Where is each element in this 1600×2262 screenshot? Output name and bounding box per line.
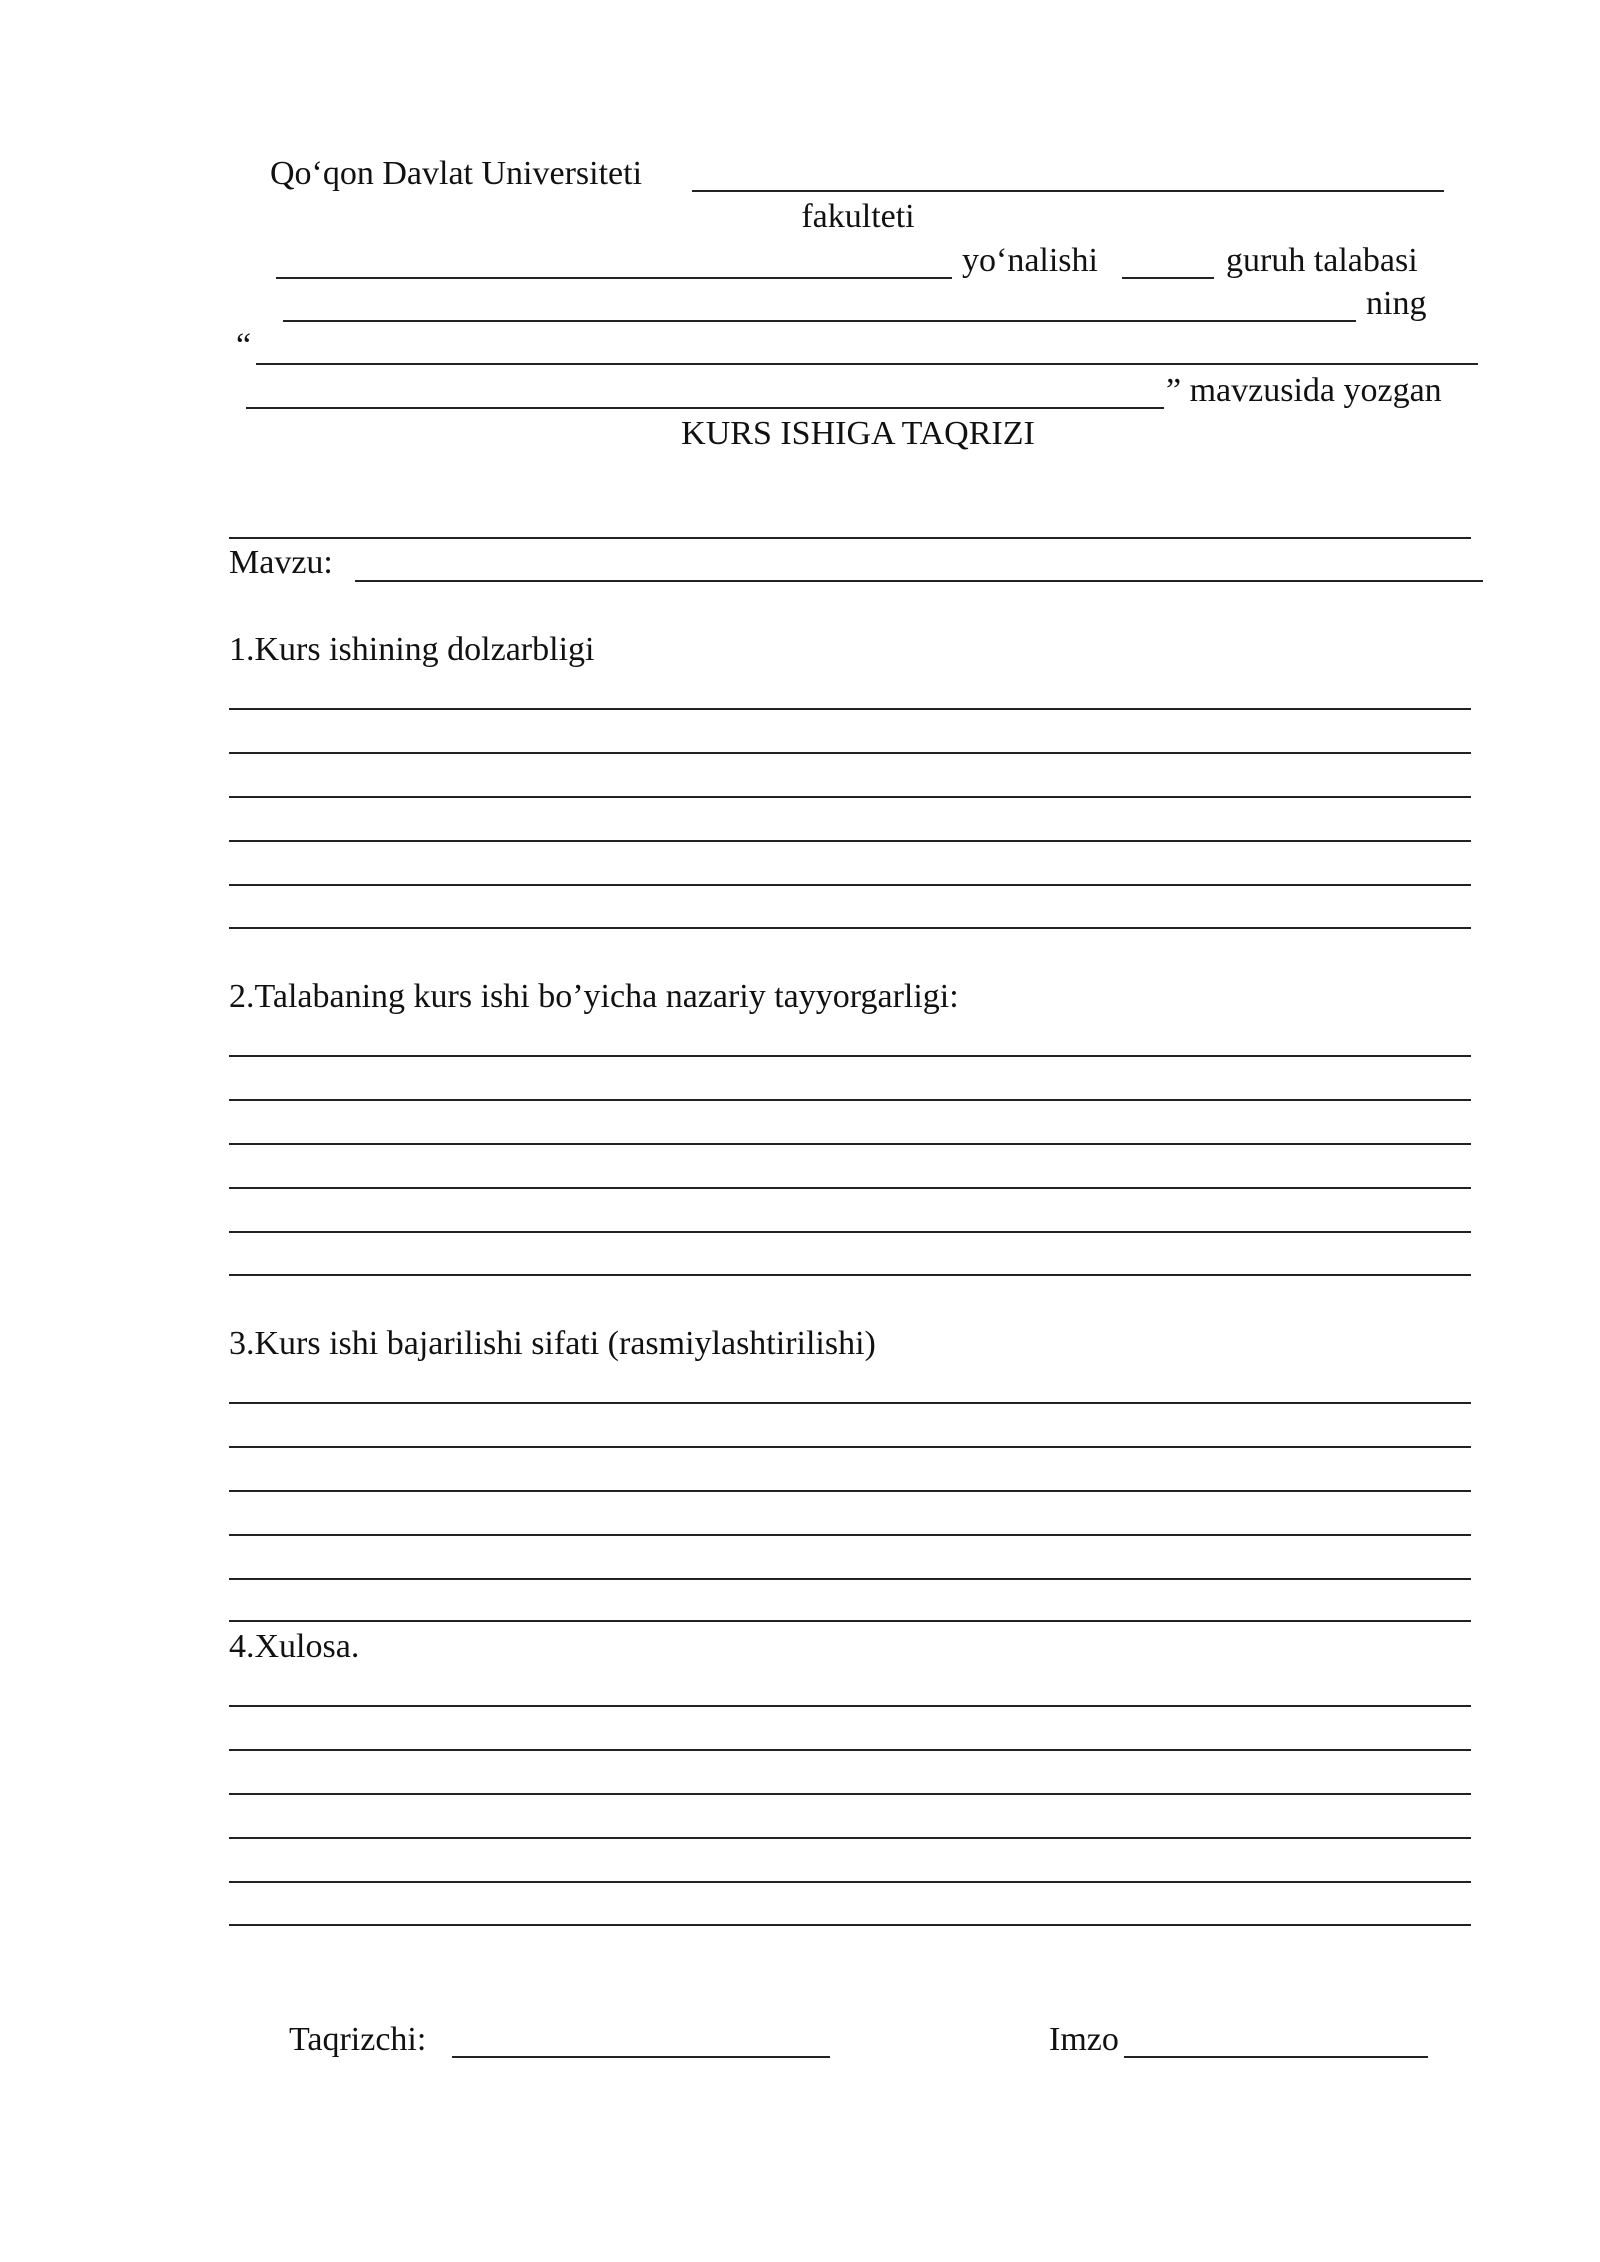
section-2-line[interactable] — [229, 1099, 1471, 1101]
section-3-line[interactable] — [229, 1446, 1471, 1448]
section-2-line[interactable] — [229, 1143, 1471, 1145]
page-title: KURS ISHIGA TAQRIZI — [681, 415, 1035, 452]
section-3-line[interactable] — [229, 1534, 1471, 1536]
section-1-line[interactable] — [229, 708, 1471, 710]
student-name-blank-line[interactable] — [283, 320, 1356, 322]
section-1-line[interactable] — [229, 927, 1471, 929]
section-4-line[interactable] — [229, 1881, 1471, 1883]
section-4-heading: 4.Xulosa. — [229, 1628, 360, 1665]
section-1-line[interactable] — [229, 884, 1471, 886]
section-2-line[interactable] — [229, 1231, 1471, 1233]
reviewer-blank-line[interactable] — [452, 2056, 830, 2058]
topic-blank-line-1[interactable] — [256, 363, 1478, 365]
section-4-line[interactable] — [229, 1793, 1471, 1795]
section-1-line[interactable] — [229, 752, 1471, 754]
group-blank-line[interactable] — [1122, 277, 1214, 279]
section-1-line[interactable] — [229, 840, 1471, 842]
pre-mavzu-blank-line[interactable] — [229, 537, 1471, 539]
open-quote: “ — [236, 327, 252, 364]
signature-blank-line[interactable] — [1124, 2056, 1428, 2058]
section-1-line[interactable] — [229, 796, 1471, 798]
section-3-line[interactable] — [229, 1578, 1471, 1580]
mavzu-blank-line[interactable] — [355, 580, 1483, 582]
section-2-line[interactable] — [229, 1187, 1471, 1189]
mavzu-label: Mavzu: — [229, 544, 333, 581]
section-3-line[interactable] — [229, 1402, 1471, 1404]
section-4-line[interactable] — [229, 1837, 1471, 1839]
ning-label: ning — [1366, 285, 1427, 322]
topic-blank-line-2[interactable] — [246, 407, 1164, 409]
section-2-line[interactable] — [229, 1274, 1471, 1276]
faculty-blank-line[interactable] — [692, 190, 1444, 192]
section-2-line[interactable] — [229, 1055, 1471, 1057]
direction-blank-line[interactable] — [276, 277, 952, 279]
direction-label: yo‘nalishi — [962, 242, 1098, 279]
section-4-line[interactable] — [229, 1924, 1471, 1926]
section-1-heading: 1.Kurs ishining dolzarbligi — [229, 631, 595, 668]
topic-tail-label: ” mavzusida yozgan — [1166, 372, 1442, 409]
university-label: Qo‘qon Davlat Universiteti — [270, 155, 643, 192]
section-4-line[interactable] — [229, 1749, 1471, 1751]
section-3-heading: 3.Kurs ishi bajarilishi sifati (rasmiylashtirilishi) — [229, 1325, 876, 1362]
signature-label: Imzo — [1049, 2021, 1119, 2058]
section-3-line[interactable] — [229, 1620, 1471, 1622]
group-student-label: guruh talabasi — [1226, 242, 1418, 279]
faculty-label: fakulteti — [801, 198, 915, 235]
section-2-heading: 2.Talabaning kurs ishi bo’yicha nazariy tayyorgarligi: — [229, 978, 959, 1015]
section-4-line[interactable] — [229, 1705, 1471, 1707]
section-3-line[interactable] — [229, 1490, 1471, 1492]
reviewer-label: Taqrizchi: — [289, 2021, 427, 2058]
